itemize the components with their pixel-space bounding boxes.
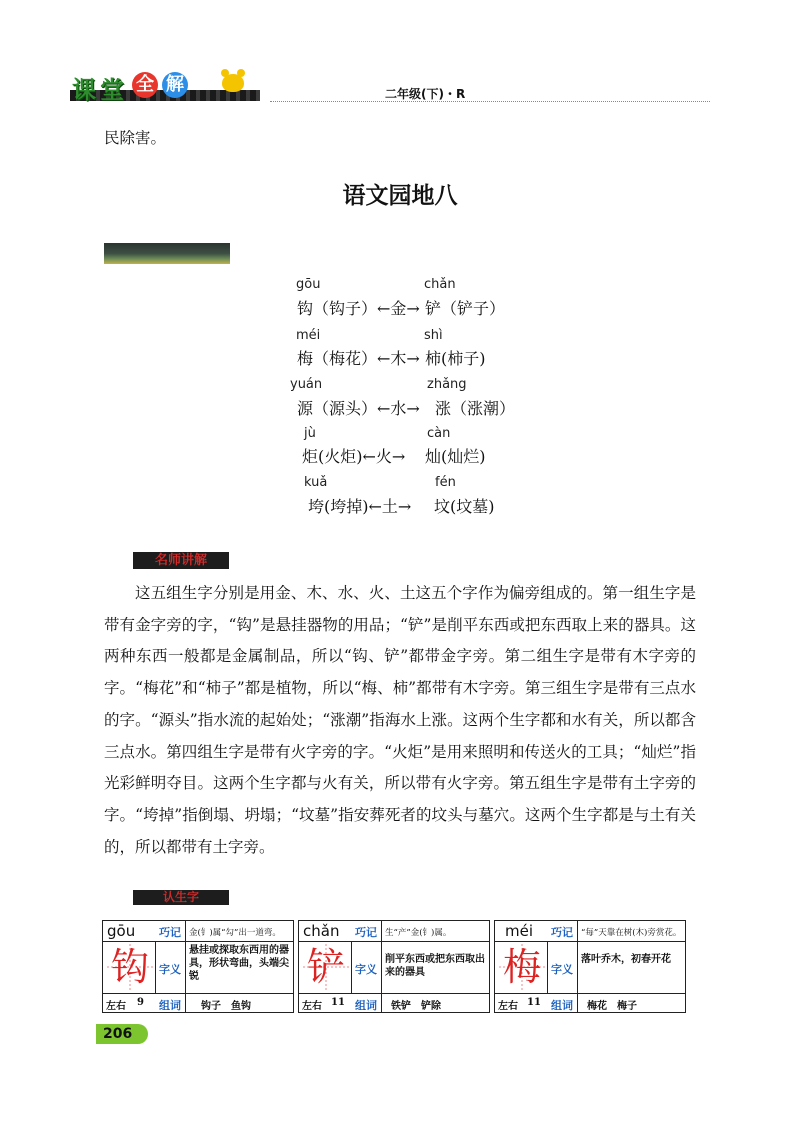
pair-right: 柿(柿子) xyxy=(425,349,486,368)
card-tip-label: 巧记 xyxy=(355,926,377,939)
card-pinyin: chǎn xyxy=(303,922,340,940)
card-character: 铲 xyxy=(306,945,345,989)
pinyin: chǎn xyxy=(424,277,456,292)
pinyin: méi xyxy=(296,328,321,343)
header-grade: 二年级(下)・R xyxy=(385,87,466,101)
page-number: 206 xyxy=(103,1026,133,1042)
logo-char: 全 xyxy=(132,72,158,98)
pair-right: 涨（涨潮） xyxy=(435,399,516,418)
analysis-label-text: 名师讲解 xyxy=(154,553,207,568)
pinyin: gōu xyxy=(296,277,321,292)
card-divider xyxy=(155,941,156,993)
pinyin: jù xyxy=(304,426,316,441)
card-words-label: 组词 xyxy=(159,999,181,1012)
analysis-label xyxy=(133,552,229,569)
logo-char: 解 xyxy=(162,72,188,98)
card-words-label: 组词 xyxy=(355,999,377,1012)
card-meaning: 悬挂或探取东西用的器具，形状弯曲，头端尖锐 xyxy=(189,945,289,982)
logo-char: 课 xyxy=(72,76,97,104)
explanation-paragraph: 这五组生字分别是用金、木、水、火、土这五个字作为偏旁组成的。第一组生字是带有金字旁的字，“钩”是悬挂器物的用品；“铲”是削平东西或把东西取上来的器具。这两种东西一般都是金属制品，所以“钩、铲”都带金字旁。第二组生字是带有木字旁的字。“梅花”和“柿子”都是植物，所以“梅、柿”都带有木字旁。第三组生字是带有三点水的字。“源头”指水流的起始处；“涨潮”指海水上涨。这两个生字都和水有关，所以都含三点水。第四组生字是带有火字旁的字。“火炬”是用来照明和传送火的工具；“灿烂”指光彩鲜明夺目。这两个生字都与火有关，所以带有火字旁。第五组生字是带有土字旁的字。“垮掉”指倒塌、坍塌；“坟墓”指安葬死者的坟头与墓穴。这两个生字都是与土有关的，所以都带有土字旁。 xyxy=(104,584,696,856)
card-strokes: 11 xyxy=(331,997,345,1008)
card-divider xyxy=(351,941,352,993)
card-pinyin: gōu xyxy=(107,922,136,940)
pinyin: càn xyxy=(427,426,451,441)
card-meaning-label: 字义 xyxy=(551,963,573,976)
card-strokes: 9 xyxy=(137,997,144,1008)
card-structure: 左右 xyxy=(498,1001,518,1012)
card-meaning-label: 字义 xyxy=(355,963,377,976)
pair-right: 铲（铲子） xyxy=(425,299,506,318)
pair-left: 炬(火炬)←火→ xyxy=(302,447,406,466)
pair-right: 坟(坟墓) xyxy=(434,497,495,516)
pinyin: zhǎng xyxy=(427,377,467,392)
pinyin: fén xyxy=(435,475,456,490)
header-logo xyxy=(70,70,270,104)
card-words: 钩子 鱼钩 xyxy=(201,1001,251,1012)
card-pinyin: méi xyxy=(505,922,534,940)
card-words: 铁铲 铲除 xyxy=(391,1001,441,1012)
decorative-title-bar xyxy=(104,243,230,264)
card-words-label: 组词 xyxy=(551,999,573,1012)
card-character: 钩 xyxy=(110,945,149,989)
pinyin: kuǎ xyxy=(304,475,328,490)
pinyin: yuán xyxy=(290,377,323,392)
pair-left: 源（源头）←水→ xyxy=(297,399,420,418)
previous-text: 民除害。 xyxy=(104,129,167,147)
card-divider xyxy=(547,941,548,993)
pinyin: shì xyxy=(424,328,443,343)
card-structure: 左右 xyxy=(106,1001,126,1012)
character-card xyxy=(494,920,686,1013)
pair-left: 梅（梅花）←木→ xyxy=(297,349,420,368)
pair-left: 钩（钩子）←金→ xyxy=(297,299,420,318)
character-card xyxy=(102,920,294,1013)
pair-right: 灿(灿烂) xyxy=(425,447,486,466)
card-tip: 生“产”金(钅)属。 xyxy=(385,928,452,938)
card-tip: 金(钅)属“勾”出一道弯。 xyxy=(189,928,281,938)
logo-char: 堂 xyxy=(100,76,125,104)
learn-characters-label xyxy=(133,890,229,905)
learn-label-text: 认生字 xyxy=(162,890,199,904)
card-words: 梅花 梅子 xyxy=(587,1001,637,1012)
card-character: 梅 xyxy=(502,945,541,989)
bear-icon xyxy=(222,74,244,92)
character-card xyxy=(298,920,490,1013)
card-meaning: 落叶乔木，初春开花 xyxy=(581,954,671,965)
header-dotted-line xyxy=(270,101,710,102)
card-tip: “每”天靠在树(木)旁赏花。 xyxy=(581,928,682,938)
card-structure: 左右 xyxy=(302,1001,322,1012)
pair-left: 垮(垮掉)←土→ xyxy=(308,497,412,516)
card-strokes: 11 xyxy=(527,997,541,1008)
card-meaning-label: 字义 xyxy=(159,963,181,976)
card-tip-label: 巧记 xyxy=(551,926,573,939)
card-meaning: 削平东西或把东西取出来的器具 xyxy=(385,954,485,978)
card-tip-label: 巧记 xyxy=(159,926,181,939)
page-number-badge xyxy=(96,1024,148,1044)
section-title: 语文园地八 xyxy=(342,182,458,209)
card-bottom-row xyxy=(103,993,293,1013)
